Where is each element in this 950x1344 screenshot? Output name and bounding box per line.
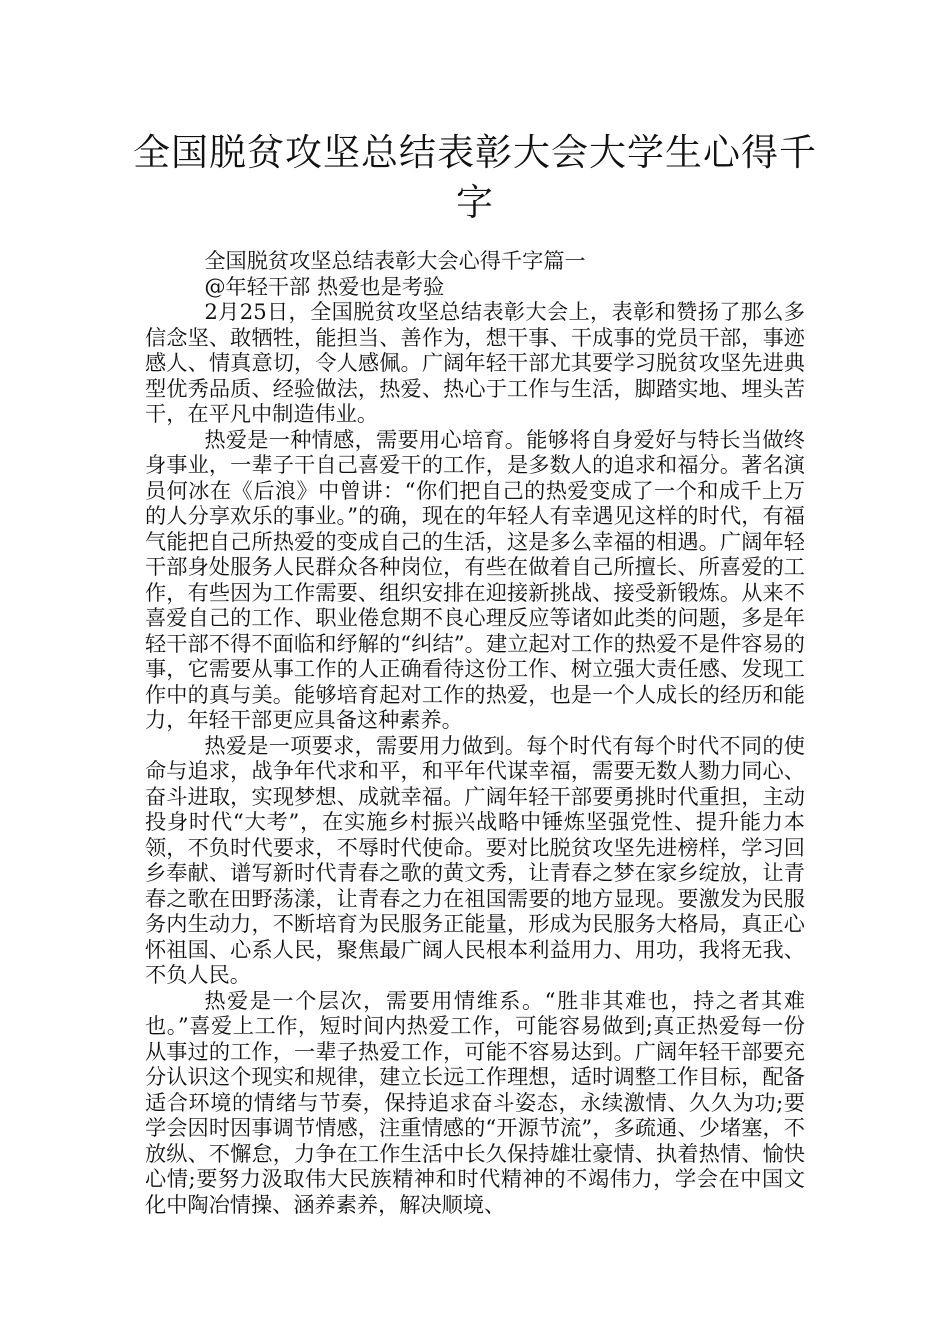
document-body <box>145 248 805 1217</box>
document-tagline: @年轻干部 热爱也是考验 <box>204 273 445 299</box>
paragraph: 2月25日，全国脱贫攻坚总结表彰大会上，表彰和赞扬了那么多信念坚、敢牺牲，能担当、善作为，想干事、干成事的党员干部，事迹感人、情真意切，令人感佩。广阔年轻干部尤其要学习脱贫攻坚先进典型优秀品质、经验做法，热爱、热心于工作与生活，脚踏实地、埋头苦干，在平凡中制造伟业。 <box>145 299 805 426</box>
paragraph: 热爱是一种情感，需要用心培育。能够将自身爱好与特长当做终身事业，一辈子干自己喜爱干的工作，是多数人的追求和福分。著名演员何冰在《后浪》中曾讲：“你们把自己的热爱变成了一个和成千上万的人分享欢乐的事业。”的确，现在的年轻人有幸遇见这样的时代，有福气能把自己所热爱的变成自己的生活，这是多么幸福的相遇。广阔年轻干部身处服务人民群众各种岗位，有些在做着自己所擅长、所喜爱的工作，有些因为工作需要、组织安排在迎接新挑战、接受新锻炼。从来不喜爱自己的工作、职业倦怠期不良心理反应等诸如此类的问题，多是年轻干部不得不面临和纾解的“纠结”。建立起对工作的热爱不是件容易的事，它需要从事工作的人正确看待这份工作、树立强大责任感、发现工作中的真与美。能够培育起对工作的热爱，也是一个人成长的经历和能力，年轻干部更应具备这种素养。 <box>145 426 805 732</box>
paragraph: 热爱是一项要求，需要用力做到。每个时代有每个时代不同的使命与追求，战争年代求和平，和平年代谋幸福，需要无数人勠力同心、奋斗进取，实现梦想、成就幸福。广阔年轻干部要勇挑时代重担，主动投身时代“大考”，在实施乡村振兴战略中锤炼坚强党性、提升能力本领，不负时代要求，不辱时代使命。要对比脱贫攻坚先进榜样，学习回乡奉献、谱写新时代青春之歌的黄文秀，让青春之梦在家乡绽放，让青春之歌在田野荡漾，让青春之力在祖国需要的地方显现。要激发为民服务内生动力，不断培育为民服务正能量，形成为民服务大格局，真正心怀祖国、心系人民，聚焦最广阔人民根本利益用力、用功，我将无我、不负人民。 <box>145 732 805 987</box>
document-title: 全国脱贫攻坚总结表彰大会大学生心得千字 <box>133 131 817 224</box>
paragraph: 热爱是一个层次，需要用情维系。“胜非其难也，持之者其难也。”喜爱上工作，短时间内热爱工作，可能容易做到;真正热爱每一份从事过的工作，一辈子热爱工作，可能不容易达到。广阔年轻干部要充分认识这个现实和规律，建立长远工作理想，适时调整工作目标，配备适合环境的情绪与节奏，保持追求奋斗姿态，永续激情、久久为功;要学会因时因事调节情感，注重情感的“开源节流”，多疏通、少堵塞，不放纵、不懈怠，力争在工作生活中长久保持雄壮豪情、执着热情、愉快心情;要努力汲取伟大民族精神和时代精神的不竭伟力，学会在中国文化中陶冶情操、涵养素养，解决顺境、 <box>145 987 805 1217</box>
document-subtitle: 全国脱贫攻坚总结表彰大会心得千字篇一 <box>204 248 586 273</box>
